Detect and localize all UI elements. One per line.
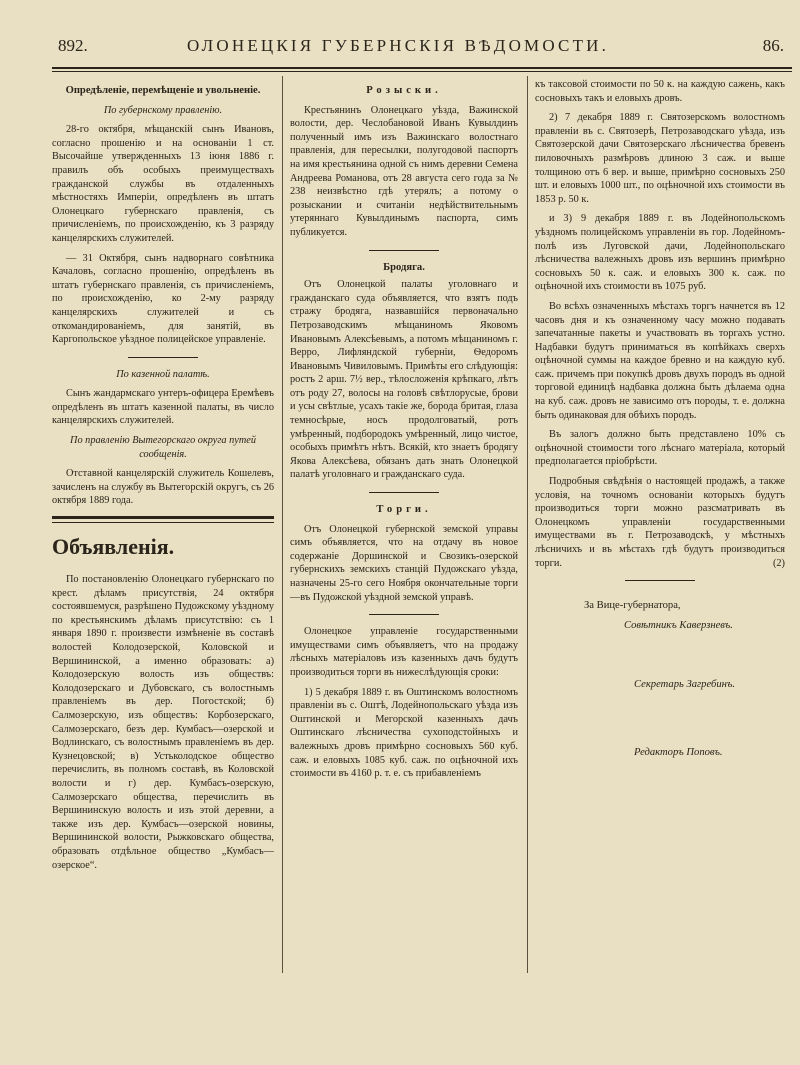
paragraph-zemstvo-stations: Отъ Олонецкой губернской земской управы симъ объявляется, что на отдачу въ новое содержаніе Доршинской и Свозикъ-озерской губернскихъ земскихъ станцій Пудожскаго уѣзда, назначены 25-го сего Ноября окончательные торги—въ Пудожской уѣздной земской управѣ.: [290, 523, 518, 603]
signature-editor: Редакторъ Поповъ.: [634, 746, 723, 758]
subheading-treasury: По казенной палатѣ.: [116, 368, 210, 380]
subheading-vytegra: По правленію Вытегорскаго округа путей сообщенія.: [70, 435, 256, 460]
paragraph-ivanov: 28-го октября, мѣщанскій сынъ Ивановъ, согласно прошенію и на основаніи 1 ст. Высочайше утвержденныхъ 13 іюня 1886 г. правилъ объ особыхъ преимуществахъ гражданской службы въ отдаленныхъ мѣстностяхъ Имперіи, опредѣленъ въ штатъ Олонецкаго губернскаго правленія, съ причисленіемъ, по происхожденію, къ 3 разряду канцелярскихъ служителей.: [52, 124, 274, 244]
paragraph-details: [535, 475, 785, 570]
announcements-heading: Объявленія.: [52, 534, 175, 560]
signature-secretary: Секретарь Загребинъ.: [634, 679, 736, 691]
paragraph-auction-1: 1) 5 декабря 1889 г. въ Оштинскомъ волостномъ правленіи въ с. Оштѣ, Лодейнопольскаго уѣзда изъ Оштинской и Мегорской казенныхъ дачъ Оштинскаго лѣсничества сухоподстойныхъ и валежныхъ дровъ примѣрно сосновыхъ 560 куб. саж. и еловыхъ 1085 куб. саж. по оцѣночной ихъ стоимости въ 4160 р. т. е. съ прибавленіемъ: [290, 686, 518, 780]
newspaper-title: ОЛОНЕЦКІЯ ГУБЕРНСКІЯ ВѢДОМОСТИ.: [187, 36, 610, 55]
column-3: [535, 78, 785, 978]
paragraph-kachalov: — 31 Октября, сынъ надворнаго совѣтника Качаловъ, согласно прошенію, опредѣленъ въ штатъ губернскаго правленія, съ причисленіемъ, по происхожденію, ко 2-му разряду канцелярскихъ служителей и съ откомандированіемъ, для занятій, въ Каргопольское уѣздное полицейское управленіе.: [52, 252, 274, 346]
paragraph-lost-passport: Крестьянинъ Олонецкаго уѣзда, Важинской волости, дер. Чеслобановой Иванъ Кувылдинъ полученный имъ изъ Важинскаго волостнаго правленія, для пересылки, полугодовой паспортъ на имя крестьянина одной съ нимъ деревни Семена Андреева Романова, отъ 28 августа сего года за № 238 неизвѣстно гдѣ утерялъ; а потому о розыскании и считаніи недѣйствительнымъ утеряннаго Кувылдинымъ паспорта, симъ публикуется.: [290, 104, 518, 238]
short-divider: [625, 580, 695, 581]
short-divider: [369, 492, 439, 493]
section-divider-thin: [52, 522, 274, 523]
column-separator-1: [282, 76, 283, 973]
section-heading-searches: Розыски.: [366, 85, 442, 96]
short-divider: [369, 250, 439, 251]
paragraph-state-property: Олонецкое управленіе государственными имуществами симъ объявляетъ, что на продажу лѣсныхъ матеріаловъ изъ казенныхъ дачъ будутъ производиться торги въ нижеслѣдующія сроки:: [290, 626, 518, 678]
column-1: [52, 78, 274, 978]
paragraph-auction-2: 2) 7 декабря 1889 г. Святозерскомъ волостномъ правленіи въ с. Святозерѣ, Петрозаводскаго уѣзда, изъ Святозерской дачи Святозерскаго лѣсничества бревенъ пиловочныхъ размѣровъ длиною 3 саж. и выше толщиною отъ 6 вер. и выше, примѣрно сосновыхъ 250 шт. и еловыхъ 1000 шт., по оцѣночной ихъ стоимости въ 1853 р. 50 к.: [535, 112, 785, 205]
paragraph-koshelev: Отставной канцелярскій служитель Кошелевъ, зачисленъ на службу въ Вытегорскій округъ, съ 26 октября 1889 года.: [52, 468, 274, 507]
column-separator-2: [527, 76, 528, 973]
paragraph-vagrant: Отъ Олонецкой палаты уголовнаго и гражданскаго суда объявляется, что взятъ подъ стражу бродяга, назвавшійся первоначально Петрозаводскимъ мѣщаниномъ Яковомъ Ивановымъ Алексѣевымъ, а потомъ мѣщаниномъ г. Верро, Лифляндской губерніи, Ѳедоромъ Ивановымъ Чивиловымъ. Примѣты его слѣдующія: ростъ 2 арш. 7½ вер., тѣлосложенія крѣпкаго, лѣтъ отъ роду 27, волосы на головѣ свѣтлорусые, брови и усы свѣтлые, усахъ такіе же, борода бритая, глаза темносѣрые, носъ продолговатый, ротъ умѣренный, подбородокъ умѣренный, лицо чистое, особыхъ примѣтъ нѣтъ. Всякій, кто знаетъ бродягу Якова Алексѣева, обязанъ дать знать Олонецкой палатѣ уголовнаго и гражданскаго суда.: [290, 279, 518, 481]
paragraph-auction-rules: Во всѣхъ означенныхъ мѣстахъ торгъ начнется въ 12 часовъ дня и къ означенному часу можно подавать запечатанные пакеты и участвовать въ торгахъ устно. Надбавки будутъ приниматься въ копѣйкахъ сверхъ оцѣночной суммы на каждое бревно и на каждую куб. саж. причемъ при покупкѣ дровъ двухъ породъ въ одной торговой единицѣ надбавка должна быть дѣлаема одна на куб. саж. дровъ не зависимо отъ породы, т. е. должна быть одинаковая для обѣихъ породъ.: [535, 300, 785, 421]
paragraph-auction-1-cont: къ таксовой стоимости по 50 к. на каждую сажень, какъ сосновыхъ такъ и еловыхъ дровъ.: [535, 79, 785, 104]
page-number-right: 86.: [762, 36, 784, 55]
page-number-left: 892.: [58, 36, 88, 55]
short-divider: [369, 614, 439, 615]
section-divider-thick: [52, 516, 274, 519]
header-rule-thin: [52, 71, 792, 72]
column-2: [290, 78, 518, 978]
paragraph-auction-3: и 3) 9 декабря 1889 г. въ Лодейнопольскомъ уѣздномъ полицейскомъ управленіи въ гор. Лодейномъ-полѣ изъ Луговской дачи, Лодейнопольскаго лѣсничества валежныхъ дровъ изъ вершинъ примѣрно сосновыхъ 50 к. саж. и еловыхъ 300 к. саж. по оцѣночной ихъ стоимости въ 1075 руб.: [535, 213, 785, 293]
section-heading-auctions: Торги.: [376, 504, 432, 516]
signature-councillor: Совѣтникъ Каверзневъ.: [624, 619, 733, 631]
header-rule: [52, 67, 792, 69]
details-text: Подробныя свѣдѣнія о настоящей продажѣ, а также условія, на точномъ основаніи которыхъ будутъ производиться торги можно разсматривать въ Олонецкомъ управленіи государственными имуществами въ г. Петрозаводскѣ, у мѣстныхъ лѣсничихъ и въ мѣстахъ гдѣ будутъ производиться торги.: [535, 476, 785, 569]
notice-number: (2): [772, 557, 785, 569]
signature-vice-governor: За Вице-губернатора,: [584, 600, 681, 612]
section-heading-appointments: Опредѣленіе, перемѣщеніе и увольненіе.: [65, 85, 261, 96]
short-divider: [128, 357, 198, 358]
page-header: [52, 32, 792, 62]
section-heading-vagrant: Бродяга.: [383, 261, 425, 273]
paragraph-eremeev: Сынъ жандармскаго унтеръ-офицера Еремѣевъ опредѣленъ въ штатъ казенной палаты, въ число канцелярскихъ служителей.: [52, 388, 274, 427]
paragraph-deposit: Въ залогъ должно быть представлено 10% съ оцѣночной стоимости того лѣснаго матеріала, который предполагается пріобрѣсти.: [535, 429, 785, 468]
subheading-gubernia-board: По губернскому правленію.: [103, 104, 223, 116]
paragraph-volost-changes: По постановленію Олонецкаго губернскаго по крест. дѣламъ присутствія, 24 октября состоявшемуся, разрѣшено Пудожскому уѣздному по крестьянскимъ дѣламъ присутствію: съ 1 января 1890 г. произвести измѣненіе въ составѣ волостей Колодозерской, Коловской и Вершининской, а именно образовать: а) Колодозерскую волость изъ обществъ: Колодозерскаго и Дубовскаго, съ волостнымъ правленіемъ въ дер. Погостской; б) Салмозерскую, изъ обществъ: Корбозерскаго, Салмозерскаго, безъ дер. Кумбасъ—озерской и Водлинскаго, съ волостнымъ правленіемъ въ дер. Кузнецовской; в) Устьколодское общество перечислить, въ полномъ составѣ, въ Коловской волости и г) дер. Кумбасъ-озерскую, Салмозерскаго общества, перечислить въ Вершининскую волость и изъ этой деревни, а также изъ дер. Кумбасъ—озерской новины, Вершининской волости, Рыжковскаго общества, образовать отдѣльное общество „Кумбасъ—озерское“.: [52, 574, 274, 871]
